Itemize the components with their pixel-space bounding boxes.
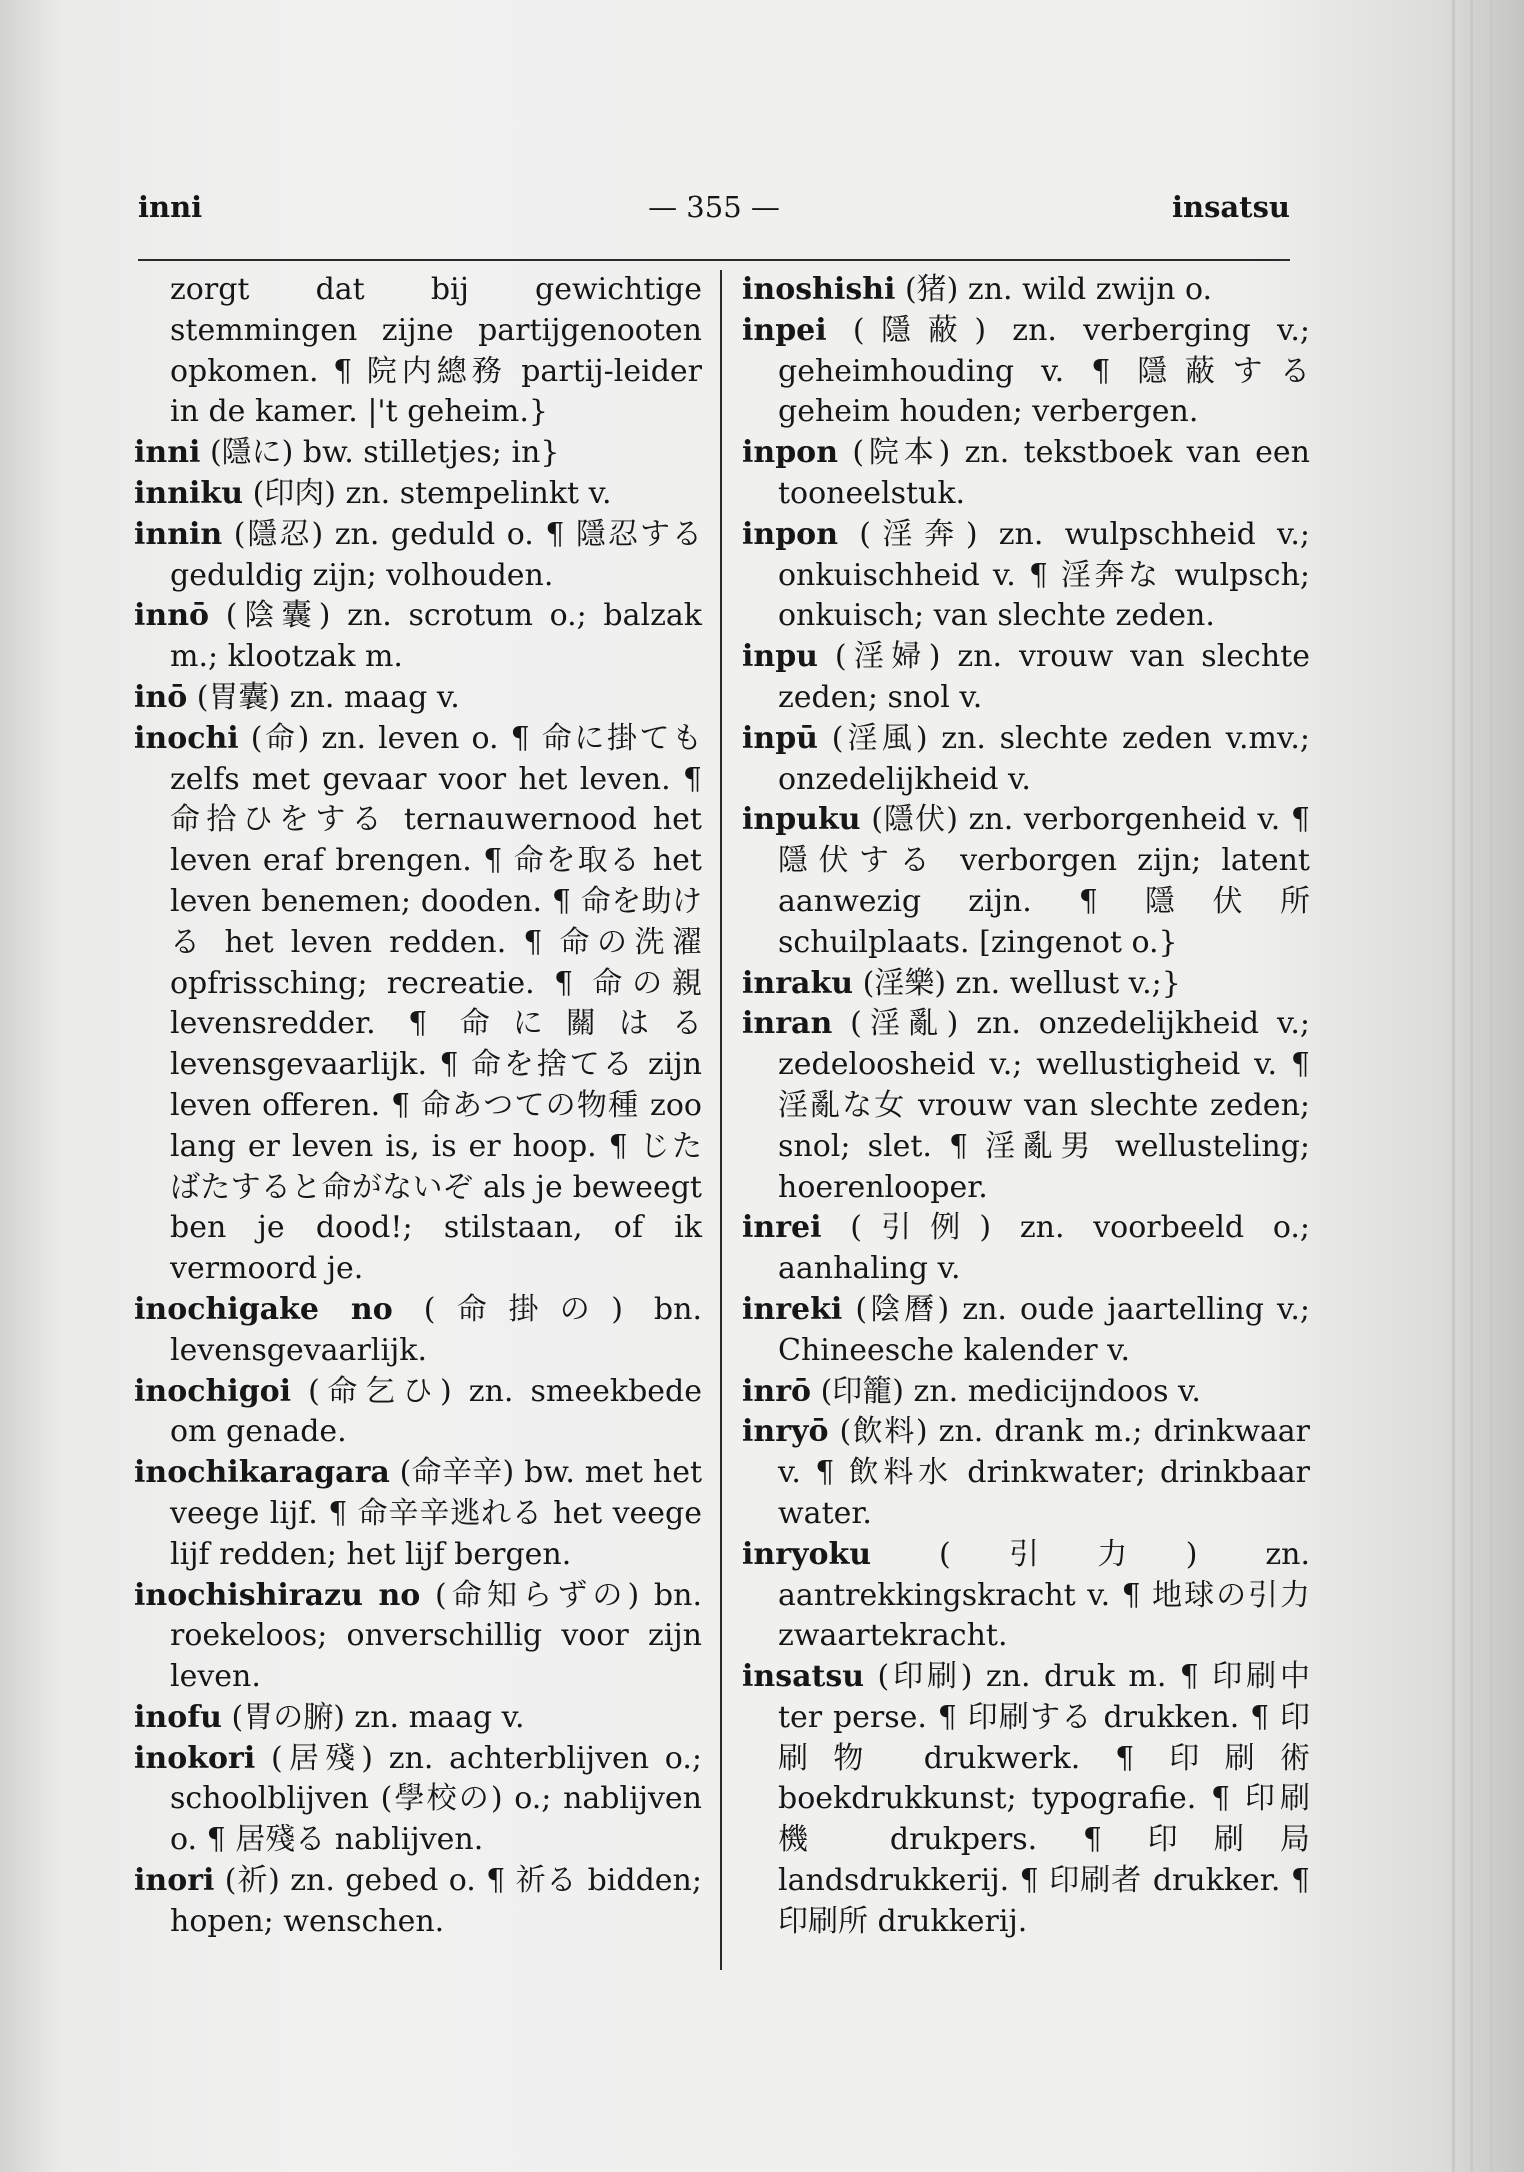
- dictionary-entry: [742, 1657, 1310, 1943]
- page-edge-shadow: [1452, 0, 1455, 2172]
- right-column: [742, 270, 1310, 1943]
- entry-headword: inō: [134, 679, 188, 715]
- dictionary-entry: [742, 719, 1310, 801]
- entry-headword: inpon: [742, 516, 839, 552]
- entry-body: (猪) zn. wild zwijn o.: [904, 272, 1213, 307]
- header-rule: [138, 259, 1290, 261]
- dictionary-entry: [742, 311, 1310, 433]
- entry-body: (引力) zn. aantrekkingskracht v. ¶ 地球の引力 zwaartekracht.: [778, 1536, 1311, 1654]
- entry-body: (印籠) zn. medicijndoos v.: [820, 1373, 1201, 1409]
- dictionary-entry: [742, 637, 1310, 719]
- entry-headword: innō: [134, 598, 210, 634]
- entry-body: (命乞ひ) zn. smeekbede om genade.: [170, 1373, 702, 1450]
- dictionary-entry: [742, 1004, 1310, 1208]
- entry-body: (印刷) zn. druk m. ¶ 印刷中 ter perse. ¶ 印刷する drukken. ¶ 印刷物 drukwerk. ¶ 印刷術 boekdrukkunst; typografie. ¶ 印刷機 drukpers. ¶ 印刷局 landsdrukkerij. ¶ 印刷者 drukker. ¶ 印刷所 drukkerij.: [778, 1659, 1310, 1939]
- entry-headword: inraku: [742, 965, 854, 1001]
- entry-body: (印肉) zn. stempelinkt v.: [252, 475, 612, 511]
- entry-headword: inochigoi: [134, 1373, 292, 1409]
- entry-body: (淫婦) zn. vrouw van slechte zeden; snol v.: [778, 639, 1310, 715]
- entry-headword: innin: [134, 516, 223, 552]
- entry-body: (祈) zn. gebed o. ¶ 祈る bidden; hopen; wenschen.: [170, 1863, 702, 1939]
- page-header: [138, 190, 1290, 240]
- entry-body: (隱蔽) zn. verberging v.; geheimhouding v. ¶ 隱蔽する geheim houden; verbergen.: [778, 312, 1310, 430]
- entry-headword: inochishirazu no: [134, 1577, 421, 1613]
- dictionary-entry: [134, 474, 702, 515]
- dictionary-entry: [134, 1739, 702, 1861]
- dictionary-entry: [134, 1290, 702, 1372]
- entry-body: (淫亂) zn. onzedelijkheid v.; zedeloosheid v.; wellustigheid v. ¶ 淫亂な女 vrouw van slechte zeden; snol; slet. ¶ 淫亂男 wellusteling; hoerenlooper.: [778, 1006, 1310, 1205]
- entry-body: (隱忍) zn. geduld o. ¶ 隱忍する geduldig zijn; volhouden.: [170, 516, 702, 593]
- entry-headword: inpon: [742, 435, 839, 471]
- dictionary-entry: [742, 515, 1310, 637]
- entry-body: (命辛辛) bw. met het veege lijf. ¶ 命辛辛逃れる het veege lijf redden; het lijf bergen.: [170, 1455, 702, 1572]
- entry-body: (命) zn. leven o. ¶ 命に掛ても zelfs met gevaar voor het leven. ¶ 命拾ひをする ternauwernood het leven eraf brengen. ¶ 命を取る het leven benemen; dooden. ¶ 命を助ける het leven redden. ¶ 命の洗濯 opfrissching; recreatie. ¶ 命の親 levensredder. ¶ 命に關はる levensgevaarlijk. ¶ 命を捨てる zijn leven offeren. ¶ 命あつての物種 zoo lang er leven is, is er hoop. ¶ じたばたすると命がないぞ als je beweegt ben je dood!; stilstaan, of ik vermoord je.: [170, 720, 702, 1287]
- entry-headword: inpu: [742, 639, 818, 675]
- entry-body: zorgt dat bij gewichtige stemmingen zijne partijgenooten opkomen. ¶ 院内總務 partij-leider in de kamer. |'t geheim.}: [170, 272, 702, 430]
- entry-headword: inochikaragara: [134, 1455, 390, 1491]
- dictionary-entry: [742, 433, 1310, 515]
- header-right-word: insatsu: [1171, 190, 1290, 224]
- entry-body: (飲料) zn. drank m.; drinkwaar v. ¶ 飲料水 drinkwater; drinkbaar water.: [778, 1414, 1310, 1531]
- entry-body: (院本) zn. tekstboek van een tooneelstuk.: [778, 435, 1310, 511]
- dictionary-entry: [742, 1535, 1310, 1657]
- entry-headword: inniku: [134, 475, 244, 511]
- dictionary-entry: [134, 1861, 702, 1943]
- dictionary-entry: [742, 1290, 1310, 1372]
- entry-body: (居殘) zn. achterblijven o.; schoolblijven (學校の) o.; nablijven o. ¶ 居殘る nablijven.: [170, 1740, 702, 1858]
- dictionary-entry: [134, 719, 702, 1290]
- entry-headword: inori: [134, 1863, 215, 1899]
- dictionary-entry: [134, 515, 702, 597]
- column-divider: [720, 270, 722, 1970]
- dictionary-entry: [134, 433, 702, 474]
- entry-body: (胃の腑) zn. maag v.: [231, 1699, 525, 1735]
- entry-body: (陰囊) zn. scrotum o.; balzak m.; klootzak m.: [170, 598, 702, 675]
- entry-headword: inryoku: [742, 1536, 872, 1572]
- entry-body: (淫奔) zn. wulpschheid v.; onkuischheid v. ¶ 淫奔な wulpsch; onkuisch; van slechte zeden.: [778, 516, 1310, 634]
- left-column: [134, 270, 702, 1943]
- entry-headword: inochigake no: [134, 1291, 393, 1327]
- entry-headword: inpuku: [742, 802, 861, 838]
- page-number: — 355 —: [648, 190, 780, 224]
- entry-headword: inrei: [742, 1210, 822, 1246]
- entry-body: (陰曆) zn. oude jaartelling v.; Chineesche kalender v.: [778, 1291, 1310, 1368]
- dictionary-entry: [742, 1208, 1310, 1290]
- dictionary-entry: [742, 1372, 1310, 1413]
- entry-headword: inryō: [742, 1414, 829, 1450]
- entry-body: (隱伏) zn. verborgenheid v. ¶ 隱伏する verborgen zijn; latent aanwezig zijn. ¶ 隱伏所 schuilplaats. [zingenot o.}: [778, 802, 1310, 960]
- header-left-word: inni: [138, 190, 203, 224]
- dictionary-entry: [742, 1412, 1310, 1534]
- entry-headword: inni: [134, 435, 201, 471]
- entry-body: (命掛の) bn. levensgevaarlijk.: [170, 1291, 702, 1368]
- dictionary-entry: [134, 678, 702, 719]
- entry-headword: inran: [742, 1006, 833, 1042]
- entry-body: (引例) zn. voorbeeld o.; aanhaling v.: [778, 1210, 1311, 1287]
- dictionary-entry: [134, 1698, 702, 1739]
- entry-body: (隱に) bw. stilletjes; in}: [209, 435, 560, 471]
- entry-headword: inokori: [134, 1740, 256, 1776]
- entry-body: (命知らずの) bn. roekeloos; onverschillig voor zijn leven.: [170, 1577, 702, 1695]
- entry-headword: inpei: [742, 312, 827, 348]
- entry-body: (淫風) zn. slechte zeden v.mv.; onzedelijkheid v.: [778, 720, 1310, 797]
- dictionary-entry: [134, 1453, 702, 1575]
- entry-headword: inoshishi: [742, 272, 896, 307]
- entry-headword: insatsu: [742, 1659, 865, 1695]
- dictionary-entry: [134, 1372, 702, 1454]
- entry-body: (淫樂) zn. wellust v.;}: [862, 965, 1181, 1001]
- dictionary-entry: [742, 270, 1310, 311]
- dictionary-entry: [134, 270, 702, 433]
- page-edge-shadow: [1490, 0, 1493, 2172]
- entry-body: (胃囊) zn. maag v.: [196, 679, 460, 715]
- dictionary-entry: [134, 596, 702, 678]
- entry-headword: inreki: [742, 1291, 843, 1327]
- entry-headword: inrō: [742, 1373, 812, 1409]
- dictionary-entry: [742, 800, 1310, 963]
- entry-headword: inochi: [134, 720, 239, 756]
- entry-headword: inofu: [134, 1699, 222, 1735]
- dictionary-entry: [134, 1576, 702, 1698]
- page-edge-shadow: [1470, 0, 1473, 2172]
- entry-headword: inpū: [742, 720, 818, 756]
- dictionary-entry: [742, 964, 1310, 1005]
